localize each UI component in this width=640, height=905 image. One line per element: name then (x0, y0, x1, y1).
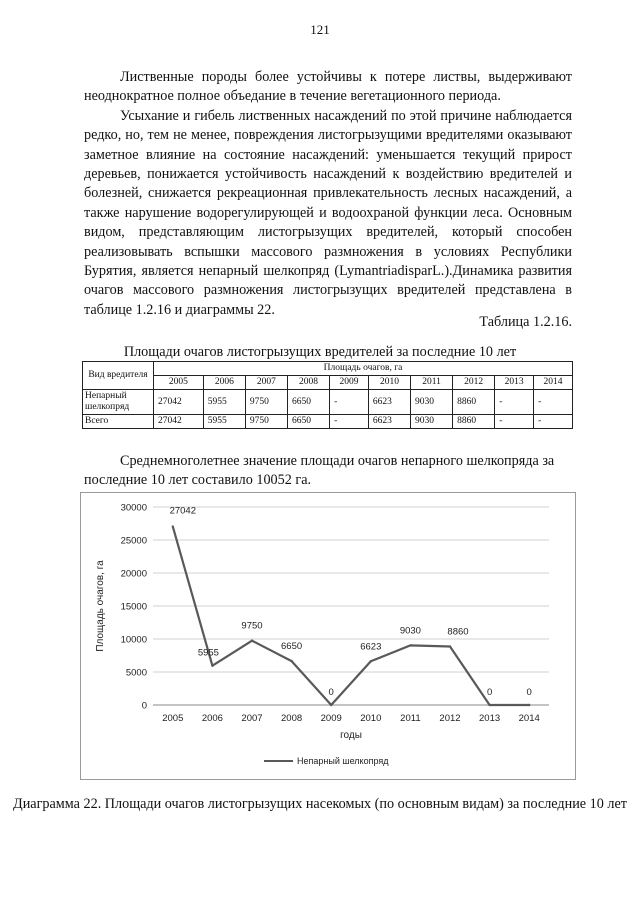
value-cell: - (330, 415, 369, 429)
year-cell: 2007 (245, 376, 287, 390)
year-cell: 2006 (203, 376, 245, 390)
paragraph-1: Лиственные породы более устойчивы к потере листвы, выдерживают неоднократное полное объедание в течение вегетационного периода. (84, 69, 572, 105)
data-label: 0 (526, 687, 532, 698)
data-point (370, 660, 372, 662)
y-tick-label: 30000 (120, 502, 147, 514)
year-cell: 2011 (411, 376, 453, 390)
year-cell: 2010 (368, 376, 410, 390)
value-cell: 27042 (154, 415, 204, 429)
row-name: Всего (83, 415, 154, 429)
table-title: Площади очагов листогрызущих вредителей за последние 10 лет (123, 344, 517, 360)
summary-text (84, 452, 572, 491)
data-point (449, 645, 451, 647)
data-label: 0 (486, 687, 493, 698)
y-tick-label: 15000 (120, 601, 147, 613)
data-label: 6650 (281, 641, 303, 653)
year-cell: 2014 (534, 376, 573, 390)
value-cell: 9030 (411, 415, 453, 429)
x-tick-label: 2009 (320, 713, 342, 724)
page-number: 121 (310, 22, 330, 37)
table-label: Таблица 1.2.16. (479, 314, 572, 330)
x-axis-label: годы (340, 730, 362, 741)
line-chart (80, 492, 576, 780)
value-cell: 27042 (154, 390, 204, 415)
value-cell: 5955 (203, 415, 245, 429)
x-tick-label: 2005 (162, 713, 184, 724)
table-row (83, 415, 573, 429)
chart-series (172, 525, 531, 706)
y-tick-label: 10000 (120, 634, 147, 646)
data-point (488, 704, 490, 706)
data-label: 0 (328, 687, 334, 698)
data-label: 9750 (241, 620, 263, 632)
summary-paragraph: Среднемноголетнее значение площади очагов непарного шелкопряда за последние 10 лет составило 10052 га. (84, 453, 555, 489)
data-point (290, 660, 292, 662)
year-cell: 2008 (287, 376, 329, 390)
chart-legend (264, 756, 389, 766)
y-axis-label: Площадь очагов, га (95, 560, 106, 652)
value-cell: 5955 (203, 390, 245, 415)
data-point (409, 644, 411, 646)
x-tick-label: 2013 (479, 713, 501, 724)
data-label: 27042 (169, 505, 197, 517)
value-cell: 6650 (287, 390, 329, 415)
x-tick-label: 2014 (518, 713, 540, 724)
value-cell: 6650 (287, 415, 329, 429)
data-point (330, 704, 332, 706)
value-cell: 9030 (411, 390, 453, 415)
value-cell: 8860 (453, 415, 495, 429)
data-label: 6623 (360, 641, 382, 653)
data-point (211, 664, 213, 666)
data-label: 5955 (197, 647, 219, 659)
value-cell: - (495, 390, 534, 415)
chart-data-labels (170, 506, 532, 698)
y-tick-label: 0 (141, 700, 147, 712)
chart-grid (153, 507, 549, 705)
value-cell: 9750 (245, 390, 287, 415)
year-cell: 2005 (154, 376, 204, 390)
data-point (172, 525, 174, 527)
year-cell: 2009 (330, 376, 369, 390)
data-label: 9030 (399, 625, 421, 637)
year-cell: 2012 (453, 376, 495, 390)
value-cell: 6623 (368, 415, 410, 429)
y-tick-label: 5000 (125, 667, 147, 679)
value-cell: 9750 (245, 415, 287, 429)
x-tick-label: 2012 (439, 713, 461, 724)
row-name: Непарный шелкопряд (83, 390, 154, 415)
x-tick-label: 2010 (360, 713, 382, 724)
year-cell: 2013 (495, 376, 534, 390)
x-tick-label: 2007 (241, 713, 263, 724)
value-cell: - (330, 390, 369, 415)
value-cell: - (534, 390, 573, 415)
pest-area-table (82, 361, 573, 429)
body-text (84, 68, 572, 320)
y-tick-label: 20000 (120, 568, 147, 580)
value-cell: 8860 (453, 390, 495, 415)
value-cell: - (495, 415, 534, 429)
x-tick-label: 2006 (201, 713, 223, 724)
value-cell: - (534, 415, 573, 429)
legend-label: Непарный шелкопряд (297, 756, 389, 766)
data-label: 8860 (447, 626, 469, 638)
value-cell: 6623 (368, 390, 410, 415)
header-area: Площадь очагов, га (154, 362, 573, 376)
table-header-row (83, 362, 573, 376)
data-point (528, 704, 530, 706)
x-tick-label: 2008 (281, 713, 303, 724)
x-tick-label: 2011 (400, 713, 421, 724)
table-years-row (83, 376, 573, 390)
y-tick-label: 25000 (120, 535, 147, 547)
paragraph-2: Усыхание и гибель лиственных насаждений по этой причине наблюдается редко, но, тем не менее, повреждения листогрызущими вредителями оказывают заметное влияние на состояние насаждений: уменьшается текущий прирост деревьев, понижается устойчивость насаждений к воздействию вредителей и болезней, снижается рекреационная привлекательность лесных насаждений, а также нарушение водорегулирующей и водоохраной функции леса. Основным видом, представляющим листогрызущих вредителей, который способен реализовывать вспышки массового размножения в условиях Республики Бурятия, является непарный шелкопряд (LymantriadisparL.).Динамика развития очагов массового размножения листогрызущих вредителей представлена в таблице 1.2.16 и диаграммы 22. (84, 107, 572, 318)
data-point (251, 639, 253, 641)
table-row (83, 390, 573, 415)
header-species: Вид вредителя (83, 362, 154, 390)
line-chart-svg (81, 493, 575, 779)
chart-caption: Диаграмма 22. Площади очагов листогрызущих насекомых (по основным видам) за последние 10 лет (13, 796, 627, 812)
series-line (173, 527, 529, 705)
